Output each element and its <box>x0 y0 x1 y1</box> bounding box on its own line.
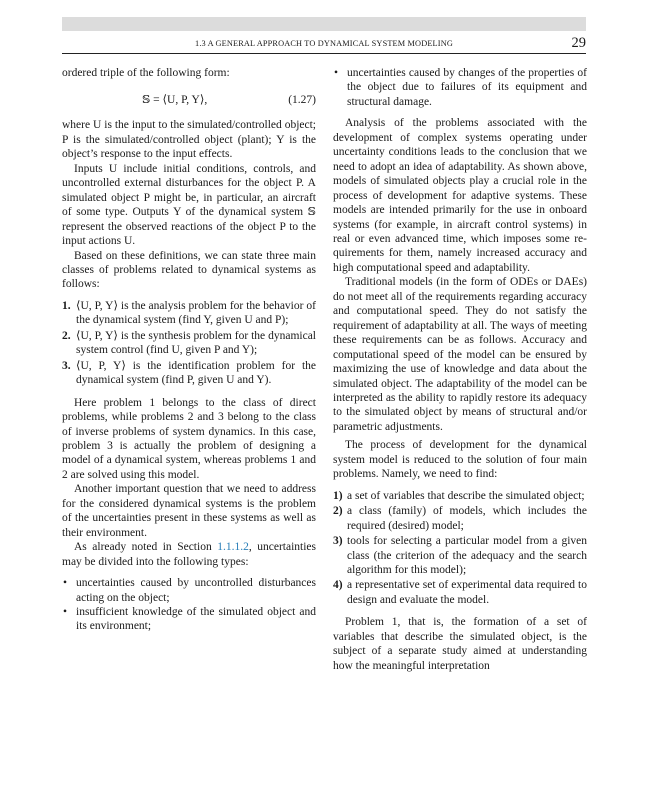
task-item <box>333 504 587 533</box>
problem-list <box>62 299 316 388</box>
uncertainty-item: • insufficient knowledge of the simulated object and its environment; <box>62 605 316 634</box>
task-text: a representative set of experimental data required to design and evaluate the model. <box>347 579 587 606</box>
task-item <box>333 489 587 503</box>
problem-text: ⟨U, P, Y⟩ is the analysis problem for the behavior of the dynamical system (find Y, given U and P); <box>76 299 316 327</box>
right-column <box>333 66 587 673</box>
intro-text: ordered triple of the following form: <box>62 67 230 79</box>
paragraph-inputs: Inputs U include initial conditions, controls, and uncontrolled external disturbances for the object P. A simulated object P might be, in particular, an aircraft of some type. Outputs Y of the dynamical system 𝕊 represent the observed reactions of the object P to the input actions U. <box>62 162 316 248</box>
paragraph-adaptability: Analysis of the problems associated with the development of complex systems operating under uncertainty conditions leads to the conclusion that we need to adopt an idea of adaptability. As shown above, models of simulated objects play a crucial role in the process of development for adaptive systems. These models are intended primarily for the use in onboard systems (for example, in aircraft control systems) in real or even advanced time, which imposes some requirements for them, namely increased accuracy and high computational speed and adaptability. <box>333 117 587 274</box>
problem-item <box>62 329 316 358</box>
problem-label: 2. <box>62 329 71 342</box>
problem-text: ⟨U, P, Y⟩ is the synthesis problem for the dynamical system control (find U, given P and Y); <box>76 329 316 357</box>
problem-item <box>62 359 316 388</box>
task-text: tools for selecting a particular model from a given class (the criterion of the adequacy and the search algorithm for this model); <box>347 535 587 576</box>
section-ref-prefix: As already noted in Section <box>74 541 218 554</box>
paragraph-four-problems: The process of development for the dynamical system model is reduced to the solution of four main problems. Namely, we need to find: <box>333 439 587 481</box>
problem-item <box>62 299 316 328</box>
equation-number: (1.27) <box>288 94 316 107</box>
running-header <box>62 35 586 54</box>
task-text: a class (family) of models, which includes the required (desired) model; <box>347 505 587 532</box>
task-item <box>333 534 587 577</box>
left-column <box>62 66 316 634</box>
running-title: 1.3 A GENERAL APPROACH TO DYNAMICAL SYSTEM MODELING <box>195 39 453 48</box>
paragraph-problem-one: Problem 1, that is, the formation of a set of variables that describe the simulated object, is the subject of a separate study aimed at understanding how the meaningful interpretation <box>333 616 587 672</box>
page-number: 29 <box>571 35 586 51</box>
task-item <box>333 578 587 607</box>
task-label: 2) <box>333 505 343 518</box>
equation-1-27 <box>62 91 316 109</box>
task-label: 1) <box>333 489 343 502</box>
paragraph-definitions: Based on these definitions, we can state three main classes of problems related to dynamical systems as follows: <box>62 249 316 291</box>
header-bar <box>62 17 586 31</box>
task-list <box>333 489 587 608</box>
paragraph-traditional-models: Traditional models (in the form of ODEs or DAEs) do not meet all of the requirements regarding accuracy and computational speed. They do not satisfy the requirement of adaptability at all. The ways of meeting these requirements can be as follows. Accuracy and computational speed of the model can be ensured by maximizing the use of knowledge and data about the simulated object. The adaptability of the model can be interpreted as the ability to rapidly restore its adequacy to the simulated object by means of structural and/or parametric adjustments. <box>333 276 587 433</box>
uncertainty-item: • uncertainties caused by uncontrolled disturbances acting on the object; <box>62 576 316 605</box>
equation-body: 𝕊 = ⟨U, P, Y⟩, <box>142 94 208 107</box>
problem-label: 3. <box>62 359 71 372</box>
uncertainty-item: • uncertainties caused by changes of the properties of the object due to failures of its equipment and structural damage. <box>333 66 587 109</box>
uncertainty-list-right <box>333 66 587 109</box>
task-label: 3) <box>333 535 343 548</box>
problem-text: ⟨U, P, Y⟩ is the identification problem for the dynamical system (find P, given U and Y). <box>76 359 316 387</box>
uncertainty-list-left <box>62 576 316 634</box>
task-text: a set of variables that describe the simulated object; <box>347 489 585 502</box>
paragraph-problem-classes: Here problem 1 belongs to the class of direct problems, while problems 2 and 3 belong to the class of inverse problems of system dynamics. In this case, problem 3 is actually the problem of designing a model of a dynamical system, whereas problems 1 and 2 are solved using this model. <box>62 396 316 481</box>
section-link[interactable]: 1.1.1.2 <box>217 541 249 554</box>
problem-label: 1. <box>62 299 71 312</box>
paragraph-where: where U is the input to the simulated/controlled object; P is the simulated/controlled object (plant); Y is the object’s response to the input effects. <box>62 119 316 161</box>
paragraph-section-ref <box>62 540 316 569</box>
section-ref-suffix: , uncertainties may be divided into the following types: <box>62 541 316 568</box>
task-label: 4) <box>333 579 343 592</box>
paragraph-uncertainties: Another important question that we need to address for the considered dynamical systems is the problem of the uncertainties present in these systems as well as their environment. <box>62 483 316 539</box>
